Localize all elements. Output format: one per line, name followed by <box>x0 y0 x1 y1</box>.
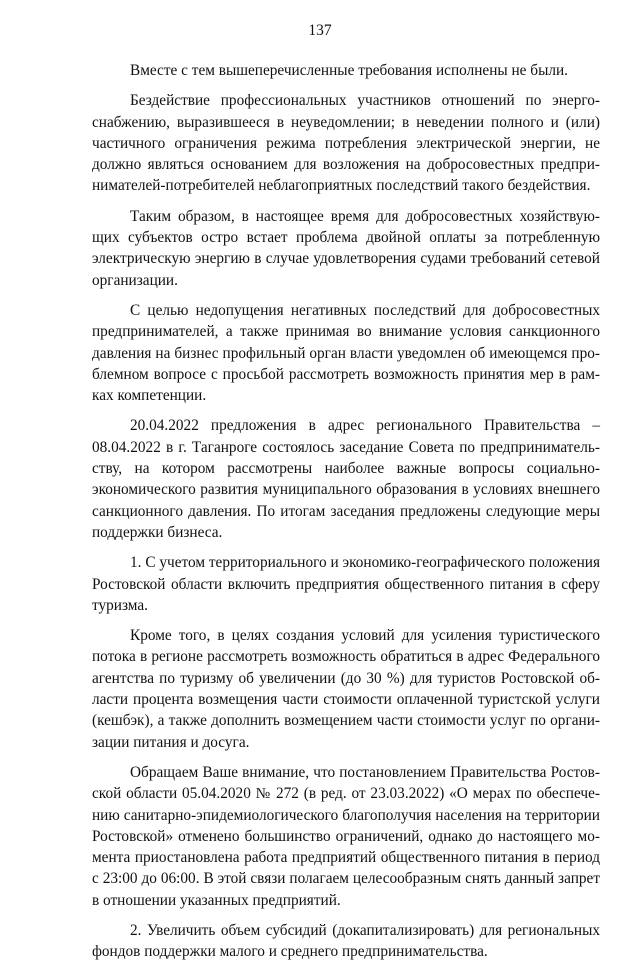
paragraph: Обращаем Ваше внимание, что постановлением Правительства Ростовской области 05.04.2020 № 272 (в ред. от 23.03.2022) «О мерах по обеспечению санитарно-эпидемиологического благополучия населения на территории Ростовской» отменено большинство ограничений, однако до настоящего момента приостановлена работа предприятий общественного питания в период с 23:00 до 06:00. В этой связи полагаем целесообразным снять данный запрет в отношении указанных предприятий. <box>92 763 600 909</box>
paragraph: С целью недопущения негативных последствий для добросовестных предпринимателей, а также принимая во внимание условия санкционного давления на бизнес профильный орган власти уведомлен об имеющемся проблемном вопросе с просьбой рассмотреть возможность принятия мер в рамках компетенции. <box>92 301 600 405</box>
page-number: 137 <box>308 22 332 39</box>
document-body <box>92 60 600 972</box>
paragraph: Бездействие профессиональных участников отношений по энергоснабжению, выразившееся в неуведомлении; в неведении полного и (или) частичного ограничения режима потребления электрической энергии, не должно являться основанием для возложения на добросовестных предпринимателей-потребителей неблагоприятных последствий такого бездействия. <box>92 92 600 195</box>
list-item: 1. С учетом территориального и экономико-географического положения Ростовской области включить предприятия общественного питания в сферу туризма. <box>92 554 600 614</box>
paragraph: 20.04.2022 предложения в адрес регионального Правительства – 08.04.2022 в г. Таганроге состоялось заседание Совета по предпринимательству, на котором рассмотрены наиболее важные вопросы социально-экономического развития муниципального образования в условиях внешнего санкционного давления. По итогам заседания предложены следующие меры поддержки бизнеса. <box>92 417 600 541</box>
paragraph: Кроме того, в целях создания условий для усиления туристического потока в регионе рассмотреть возможность обратиться в адрес Федерального агентства по туризму об увеличении (до 30 %) для туристов Ростовской области процента возмещения части стоимости оплаченной туристской услуги (кешбэк), а также дополнить возмещением части стоимости услуг по организации питания и досуга. <box>92 627 600 751</box>
paragraph: Вместе с тем вышеперечисленные требования исполнены не были. <box>130 62 568 79</box>
list-item: 2. Увеличить объем субсидий (докапитализировать) для региональных фондов поддержки малого и среднего предпринимательства. <box>92 921 600 961</box>
paragraph: Таким образом, в настоящее время для добросовестных хозяйствующих субъектов остро встает проблема двойной оплаты за потребленную электрическую энергию в случае удовлетворения судами требований сетевой организации. <box>92 207 600 289</box>
